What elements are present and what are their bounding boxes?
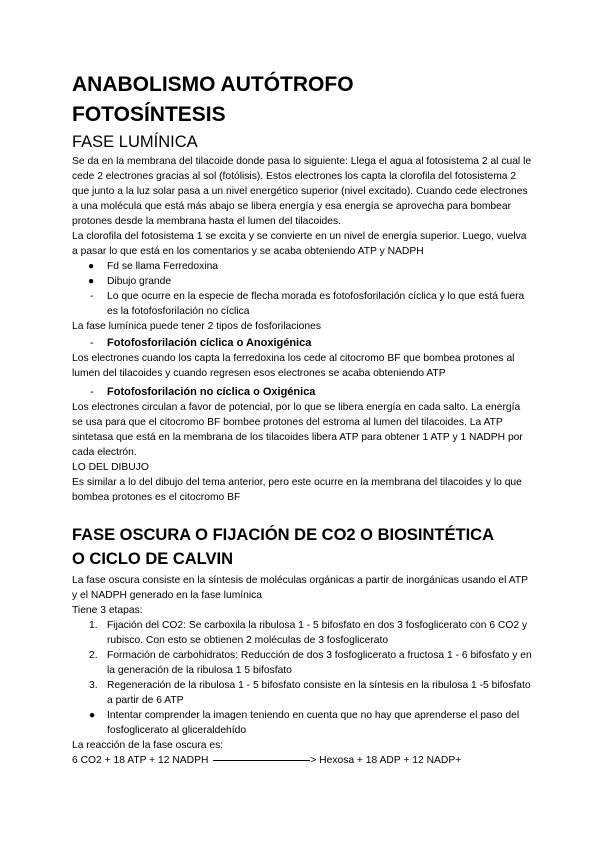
fase-luminica-para-2: La clorofila del fotosistema 1 se excita y se convierte en un nivel de energía superior. Luego, vuelva a pasar lo que está en los comentarios y se acaba obteniendo ATP y NADPH <box>72 231 527 257</box>
list-item-text: Intentar comprender la imagen teniendo en cuenta que no hay que aprenderse el paso del fosfoglicerato al gliceraldehído <box>107 710 520 736</box>
bullet-icon: ● <box>88 261 95 272</box>
ciclica-heading <box>72 336 532 351</box>
dibujo-text: Es similar a lo del dibujo del tema anterior, pero este ocurre en la membrana del tilacoides y lo que bombea protones es el citocromo BF <box>72 477 522 503</box>
etapas-label: Tiene 3 etapas: <box>72 605 143 616</box>
dibujo-label: LO DEL DIBUJO <box>72 462 149 473</box>
bullet-icon: ● <box>89 710 96 721</box>
fase-oscura-intro: La fase oscura consiste en la síntesis de moléculas orgánicas a partir de inorgánicas usando el ATP y el NADPH generado en la fase lumínica <box>72 575 528 601</box>
tipos-fosforilaciones: La fase lumínica puede tener 2 tipos de fosforilaciones <box>72 321 321 332</box>
list-item-text: Dibujo grande <box>107 276 172 287</box>
etapas-list <box>72 618 532 738</box>
list-item <box>72 618 532 648</box>
number-marker: 3. <box>89 680 98 691</box>
fase-oscura-heading-line-2: O CICLO DE CALVIN <box>72 550 234 568</box>
fase-luminica-para-1: Se da en la membrana del tilacoide donde pasa lo siguiente: Llega el agua al fotosistema 2 al cual le cede 2 electrones gracias al sol (fotólisis). Estos electrones los capta la clorofila del fotosistema 2 que junto a la luz solar pasa a un nivel energético superior (nivel excitado). Cuando cede electrones a una molécula que está más abajo se libera energía y esa energía se aprovecha para bombear protones desde la membrana hasta el lumen del tilacoides. <box>72 156 532 227</box>
ciclica-text: Los electrones cuando los capta la ferredoxina los cede al citocromo BF que bombea protones al lumen del tilacoides y cuando regresen esos electrones se acaba obteniendo ATP <box>72 353 515 379</box>
list-item <box>72 648 532 678</box>
number-marker: 1. <box>89 620 98 631</box>
list-item-text: Formación de carbohidratos: Reducción de dos 3 fosfoglicerato a fructosa 1 - 6 bifosfato y en la generación de la ribulosa 1 5 bifosfato <box>107 650 532 676</box>
reaccion-products: > Hexosa + 18 ADP + 12 NADP+ <box>310 755 462 766</box>
no-ciclica-text: Los electrones circulan a favor de potencial, por lo que se libera energía en cada salto. La energía se usa para que el citocromo BF bombee protones del estroma al lumen del tilacoides. La ATP sintetasa que está en la membrana de los tilacoides libera ATP para obtener 1 ATP y 1 NADPH por cada electrón. <box>72 402 523 458</box>
reaccion-reactants: 6 CO2 + 18 ATP + 12 NADPH <box>72 755 212 766</box>
number-marker: 2. <box>89 650 98 661</box>
dash-icon: - <box>90 337 94 349</box>
fase-oscura-heading <box>72 523 532 571</box>
list-item <box>72 708 532 738</box>
title-line-2: FOTOSÍNTESIS <box>72 103 226 126</box>
document-page <box>72 70 532 768</box>
dash-icon: - <box>90 386 94 398</box>
reaccion-equation <box>72 753 532 768</box>
list-item <box>72 274 532 289</box>
list-item <box>72 678 532 708</box>
fase-luminica-heading: FASE LUMÍNICA <box>72 133 198 151</box>
list-item-text: Fd se llama Ferredoxina <box>107 261 219 272</box>
list-item-text: Fijación del CO2: Se carboxila la ribulosa 1 - 5 bifosfato en dos 3 fosfoglicerato con 6 CO2 y rubisco. Con esto se obtienen 2 moléculas de 3 fosfoglicerato <box>107 620 528 646</box>
list-item <box>72 259 532 274</box>
title-line-1: ANABOLISMO AUTÓTROFO <box>72 73 354 96</box>
arrow-icon <box>213 760 310 761</box>
dash-icon: - <box>90 291 94 302</box>
reaccion-label: La reacción de la fase oscura es: <box>72 740 224 751</box>
ciclica-heading-text: Fotofosforilación cíclica o Anoxigénica <box>107 337 312 349</box>
no-ciclica-heading <box>72 385 532 400</box>
list-item-text: Regeneración de la ribulosa 1 - 5 bifosfato consiste en la síntesis en la ribulosa 1 -5 bifosfato a partir de 6 ATP <box>107 680 531 706</box>
list-item-text: Lo que ocurre en la especie de flecha morada es fotofosforilación cíclica y lo que está fuera es la fotofosforilación no cíclica <box>107 291 525 317</box>
list-item <box>72 289 532 319</box>
bullet-icon: ● <box>88 276 95 287</box>
no-ciclica-heading-text: Fotofosforilación no cíclica o Oxigénica <box>107 386 316 398</box>
fase-luminica-bullets <box>72 259 532 319</box>
fase-oscura-heading-line-1: FASE OSCURA O FIJACIÓN DE CO2 O BIOSINTÉTICA <box>72 526 495 544</box>
